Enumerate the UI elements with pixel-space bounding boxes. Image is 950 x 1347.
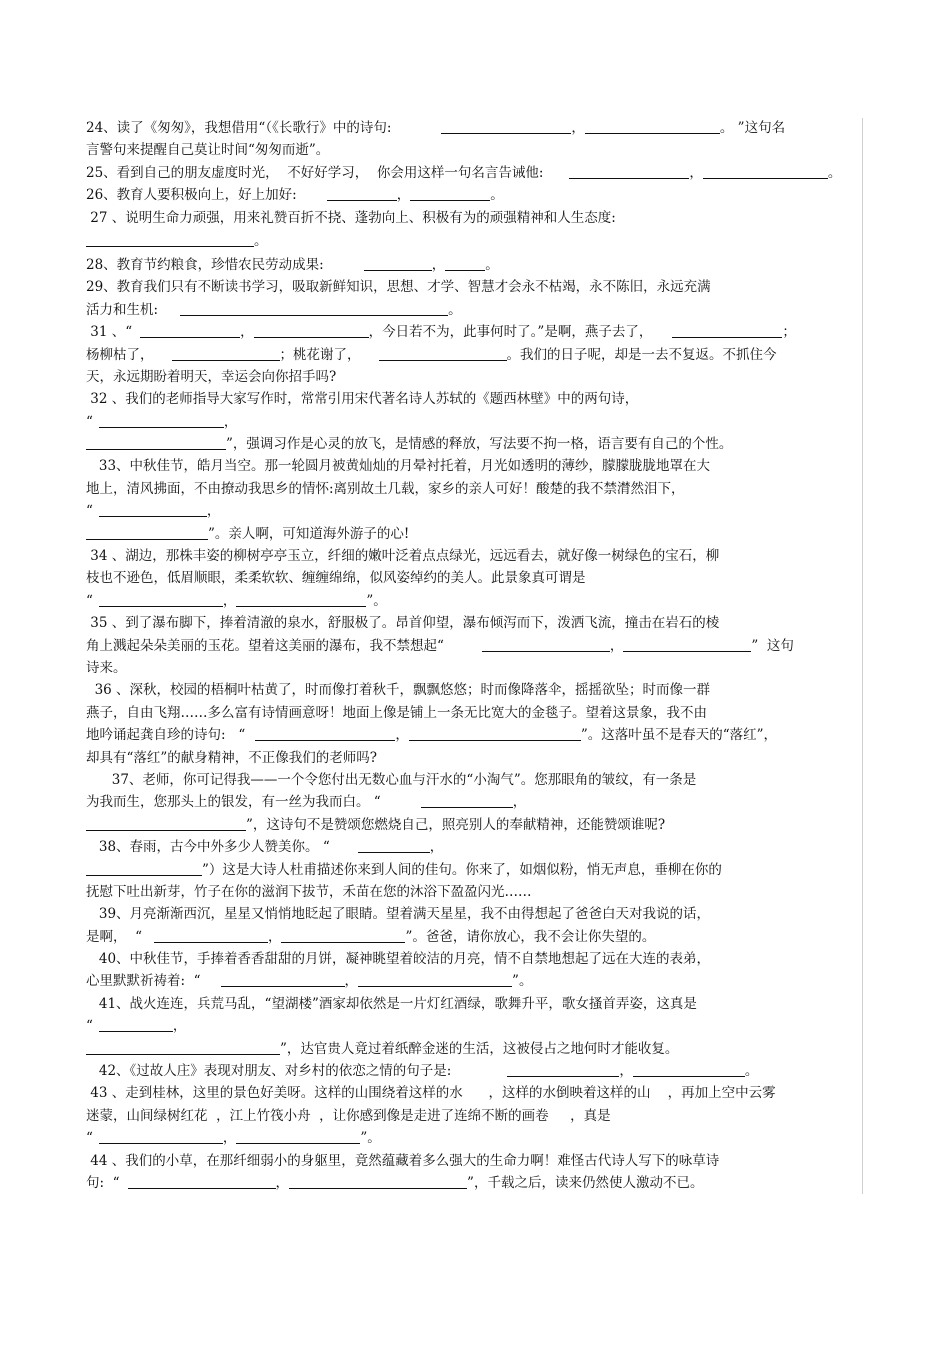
text-line xyxy=(86,948,864,970)
line-text: 为我而生，您那头上的银发，有一丝为我而白。 “ xyxy=(86,794,381,811)
line-text: ，今日若不为，此事何时了。”是啊，燕子去了， xyxy=(368,324,653,341)
line-text: 43 、走到桂林，这里的景色好美呀。这样的山围绕着这样的水 ，这样的水倒映着这样的山 ，再加上空中云雾 xyxy=(86,1085,776,1102)
line-text: 37、老师，你可记得我——一个令您付出无数心血与汗水的“小淘气”。您那眼角的皱纹，有一条是 xyxy=(86,771,697,788)
answer-blank[interactable] xyxy=(421,792,513,808)
text-line xyxy=(86,1105,864,1127)
line-text: 。 xyxy=(448,301,462,318)
answer-blank[interactable] xyxy=(255,725,395,741)
line-text: 心里默默祈祷着: “ xyxy=(86,973,201,990)
line-text: 24、读了《匆匆》，我想借用“（《长歌行》中的诗句: xyxy=(86,120,392,136)
answer-blank[interactable] xyxy=(86,815,246,831)
text-line xyxy=(86,970,864,992)
text-line xyxy=(86,747,864,769)
answer-blank[interactable] xyxy=(633,1061,745,1077)
answer-blank[interactable] xyxy=(99,1128,223,1144)
answer-blank[interactable] xyxy=(703,163,828,179)
line-text: ”。这落叶虽不是春天的“落红”， xyxy=(580,727,778,744)
answer-blank[interactable] xyxy=(172,345,280,361)
answer-blank[interactable] xyxy=(445,255,485,271)
answer-blank[interactable] xyxy=(180,300,448,316)
answer-blank[interactable] xyxy=(672,322,782,338)
answer-blank[interactable] xyxy=(99,501,207,517)
text-line xyxy=(86,433,864,455)
answer-blank[interactable] xyxy=(441,118,571,134)
line-text: ， xyxy=(689,164,703,181)
line-text: 40、中秋佳节，手捧着香香甜甜的月饼，凝神眺望着皎洁的月亮，情不自禁地想起了远在大连的表弟， xyxy=(86,951,711,968)
answer-blank[interactable] xyxy=(140,322,240,338)
line-text: ， xyxy=(240,324,254,341)
worksheet-text xyxy=(86,117,864,1194)
line-text: 26、教育人要积极向上，好上加好: xyxy=(86,187,297,204)
line-text: 36 、深秋，校园的梧桐叶枯黄了，时而像打着秋千，飘飘悠悠；时而像降落伞，摇摇欲坠；时而像一群 xyxy=(86,682,711,699)
line-text: ” 这句 xyxy=(751,637,794,654)
text-line xyxy=(86,344,864,366)
text-line xyxy=(86,207,864,229)
line-text: 28、教育节约粮食，珍惜农民劳动成果: xyxy=(86,256,324,273)
line-text: 34 、湖边，那株丰姿的柳树亭亭玉立，纤细的嫩叶泛着点点绿光，远远看去，就好像一树绿色的宝石，柳 xyxy=(86,548,720,565)
line-text: ， xyxy=(396,187,411,204)
text-line xyxy=(86,993,864,1015)
line-text: 44 、我们的小草，在那纤细弱小的身躯里，竟然蕴藏着多么强大的生命力啊！难怪古代诗人写下的咏草诗 xyxy=(86,1152,720,1169)
text-line xyxy=(86,1150,864,1172)
answer-blank[interactable] xyxy=(236,591,366,607)
line-text: 39、月亮渐渐西沉，星星又悄悄地眨起了眼睛。望着满天星星，我不由得想起了爸爸白天对我说的话， xyxy=(86,906,711,923)
line-text: 25、看到自己的朋友虚度时光， 不好好学习， 你会用这样一句名言告诫他: xyxy=(86,164,544,181)
text-line xyxy=(86,1060,864,1082)
line-text: 。 xyxy=(744,1063,759,1080)
text-line xyxy=(86,724,864,746)
line-text: 27 、说明生命力顽强，用来礼赞百折不挠、蓬勃向上、积极有为的顽强精神和人生态度: xyxy=(86,209,616,226)
line-text: ”。 xyxy=(366,592,387,609)
line-text: ， xyxy=(222,592,237,609)
line-text: 。 ”这句名 xyxy=(719,120,786,136)
line-text: ， xyxy=(429,839,444,856)
line-text: 42、《过故人庄》表现对朋友、对乡村的依恋之情的句子是: xyxy=(86,1063,452,1080)
line-text: 诗来。 xyxy=(86,659,127,676)
text-line xyxy=(86,590,864,612)
text-line xyxy=(86,1015,864,1037)
text-line xyxy=(86,881,864,903)
line-text: 迷蒙，山间绿树红花 ，江上竹筏小舟 ，让你感到像是走进了连绵不断的画卷 ，真是 xyxy=(86,1107,611,1124)
line-text: ， xyxy=(223,413,238,430)
line-text: “ xyxy=(86,503,93,520)
line-text: 32 、我们的老师指导大家写作时，常常引用宋代著名诗人苏轼的《题西林壁》中的两句诗， xyxy=(86,391,639,408)
answer-blank[interactable] xyxy=(128,1173,276,1189)
line-text: ， xyxy=(571,120,585,136)
line-text: ， xyxy=(172,1018,187,1035)
line-text: 活力和生机: xyxy=(86,301,159,318)
answer-blank[interactable] xyxy=(236,1128,360,1144)
line-text: 杨柳枯了， xyxy=(86,346,154,363)
text-line xyxy=(86,612,864,634)
answer-blank[interactable] xyxy=(86,524,208,540)
text-line xyxy=(86,814,864,836)
answer-blank[interactable] xyxy=(86,231,254,247)
text-line xyxy=(86,299,864,321)
text-line xyxy=(86,139,864,161)
text-line xyxy=(86,1038,864,1060)
line-text: “ xyxy=(86,413,93,430)
text-line xyxy=(86,791,864,813)
answer-blank[interactable] xyxy=(221,971,345,987)
text-line xyxy=(86,523,864,545)
line-text: 天，永远期盼着明天，幸运会向你招手吗? xyxy=(86,368,337,385)
answer-blank[interactable] xyxy=(379,345,507,361)
line-text: ”，千载之后，读来仍然使人激动不已。 xyxy=(467,1174,704,1191)
line-text: ”，这诗句不是赞颂您燃烧自己，照亮别人的奉献精神，还能赞颂谁呢? xyxy=(246,816,666,833)
line-text: ”。 xyxy=(360,1130,381,1147)
line-text: 却具有“落红”的献身精神，不正像我们的老师吗? xyxy=(86,749,378,766)
text-line xyxy=(86,903,864,925)
line-text: ”。爸爸，请你放心，我不会让你失望的。 xyxy=(405,928,656,945)
answer-blank[interactable] xyxy=(99,1016,173,1032)
answer-blank[interactable] xyxy=(358,837,430,853)
line-text: “ xyxy=(86,1130,93,1147)
line-text: 地上，清风拂面，不由撩动我思乡的情怀:离别故土几载，家乡的亲人可好！酸楚的我不禁潸然泪下， xyxy=(86,480,685,497)
line-text: ”。 xyxy=(512,973,533,990)
text-line xyxy=(86,184,864,206)
text-line xyxy=(86,635,864,657)
line-text: 燕子，自由飞翔……多么富有诗情画意呀！地面上像是铺上一条无比宽大的金毯子。望着这景象，我不由 xyxy=(86,704,707,721)
answer-blank[interactable] xyxy=(99,412,224,428)
line-text: ”）这是大诗人杜甫描述你来到人间的佳句。你来了，如烟似粉，悄无声息，垂柳在你的 xyxy=(202,861,722,878)
answer-blank[interactable] xyxy=(358,971,512,987)
line-text: 。我们的日子呢，却是一去不复返。不抓住今 xyxy=(506,346,777,363)
answer-blank[interactable] xyxy=(623,636,751,652)
answer-blank[interactable] xyxy=(254,322,369,338)
line-text: ； xyxy=(782,324,796,341)
text-line xyxy=(86,769,864,791)
text-line xyxy=(86,926,864,948)
line-text: 41、战火连连，兵荒马乱，“望湖楼”酒家却依然是一片灯红酒绿，歌舞升平，歌女搔首弄姿，这真是 xyxy=(86,995,697,1012)
answer-blank[interactable] xyxy=(507,1061,619,1077)
line-text: ；桃花谢了， xyxy=(279,346,361,363)
text-line xyxy=(86,500,864,522)
line-text: 句: “ xyxy=(86,1174,120,1191)
line-text: 31 、“ xyxy=(86,324,133,341)
line-text: 是啊， “ xyxy=(86,928,142,945)
answer-blank[interactable] xyxy=(86,860,202,876)
text-line xyxy=(86,117,864,139)
text-line xyxy=(86,276,864,298)
line-text: ， xyxy=(431,256,446,273)
line-text: “ xyxy=(86,1018,93,1035)
line-text: 角上溅起朵朵美丽的玉花。望着这美丽的瀑布，我不禁想起“ xyxy=(86,637,444,654)
answer-blank[interactable] xyxy=(281,927,405,943)
answer-blank[interactable] xyxy=(327,185,397,201)
answer-blank[interactable] xyxy=(482,636,610,652)
line-text: 33、中秋佳节，皓月当空。那一轮圆月被黄灿灿的月晕衬托着，月光如透明的薄纱，朦朦胧胧地罩在大 xyxy=(86,458,711,475)
line-text: 抚慰下吐出新芽，竹子在你的滋润下拔节，禾苗在您的沐浴下盈盈闪光…… xyxy=(86,883,532,900)
text-line xyxy=(86,1082,864,1104)
text-line xyxy=(86,162,864,184)
line-text: 言警句来提醒自己莫让时间“匆匆而逝”。 xyxy=(86,142,330,159)
line-text: 29、教育我们只有不断读书学习，吸取新鲜知识，思想、才学、智慧才会永不枯竭，永不陈旧，永远充满 xyxy=(86,279,711,296)
text-line xyxy=(86,455,864,477)
line-text: 。 xyxy=(485,256,499,273)
text-line xyxy=(86,859,864,881)
text-line xyxy=(86,657,864,679)
text-line xyxy=(86,321,864,343)
answer-blank[interactable] xyxy=(410,185,490,201)
line-text: ， xyxy=(619,1063,633,1080)
line-text: ”，强调习作是心灵的放飞，是情感的释放，写法要不拘一格，语言要有自己的个性。 xyxy=(226,436,733,453)
line-text: ， xyxy=(275,1174,290,1191)
line-text: 35 、到了瀑布脚下，捧着清澈的泉水，舒服极了。昂首仰望，瀑布倾泻而下，泼洒飞流，撞击在岩石的棱 xyxy=(86,615,720,632)
text-line xyxy=(86,254,864,276)
text-line xyxy=(86,545,864,567)
text-line xyxy=(86,1127,864,1149)
text-line xyxy=(86,836,864,858)
line-text: 。 xyxy=(490,187,504,204)
line-text: 地吟诵起龚自珍的诗句: “ xyxy=(86,727,246,744)
line-text: 。 xyxy=(254,232,268,249)
line-text: 38、春雨，古今中外多少人赞美你。 “ xyxy=(86,839,330,856)
answer-blank[interactable] xyxy=(364,255,432,271)
text-line xyxy=(86,388,864,410)
text-line xyxy=(86,411,864,433)
line-text: “ xyxy=(86,592,93,609)
answer-blank[interactable] xyxy=(154,927,268,943)
text-line xyxy=(86,702,864,724)
line-text: ， xyxy=(222,1130,237,1147)
text-line xyxy=(86,229,864,254)
line-text: ， xyxy=(512,794,527,811)
line-text: ”，达官贵人竟过着纸醉金迷的生活，这被侵占之地何时才能收复。 xyxy=(280,1040,679,1057)
line-text: ， xyxy=(344,973,359,990)
answer-blank[interactable] xyxy=(585,118,720,134)
text-line xyxy=(86,567,864,589)
answer-blank[interactable] xyxy=(409,725,581,741)
answer-blank[interactable] xyxy=(569,163,689,179)
line-text: ”。亲人啊，可知道海外游子的心! xyxy=(208,525,410,542)
line-text: 枝也不逊色，低眉顺眼，柔柔软软、缠缠绵绵，似风姿绰约的美人。此景象真可谓是 xyxy=(86,570,586,587)
line-text: ， xyxy=(609,637,624,654)
answer-blank[interactable] xyxy=(99,591,223,607)
line-text: ， xyxy=(206,503,221,520)
text-line xyxy=(86,478,864,500)
text-line xyxy=(86,366,864,388)
answer-blank[interactable] xyxy=(289,1173,467,1189)
line-text: ， xyxy=(267,928,282,945)
text-line xyxy=(86,1172,864,1194)
answer-blank[interactable] xyxy=(86,434,226,450)
line-text: ， xyxy=(395,727,409,744)
text-line xyxy=(86,679,864,701)
answer-blank[interactable] xyxy=(86,1039,280,1055)
line-text: 。 xyxy=(827,164,842,181)
